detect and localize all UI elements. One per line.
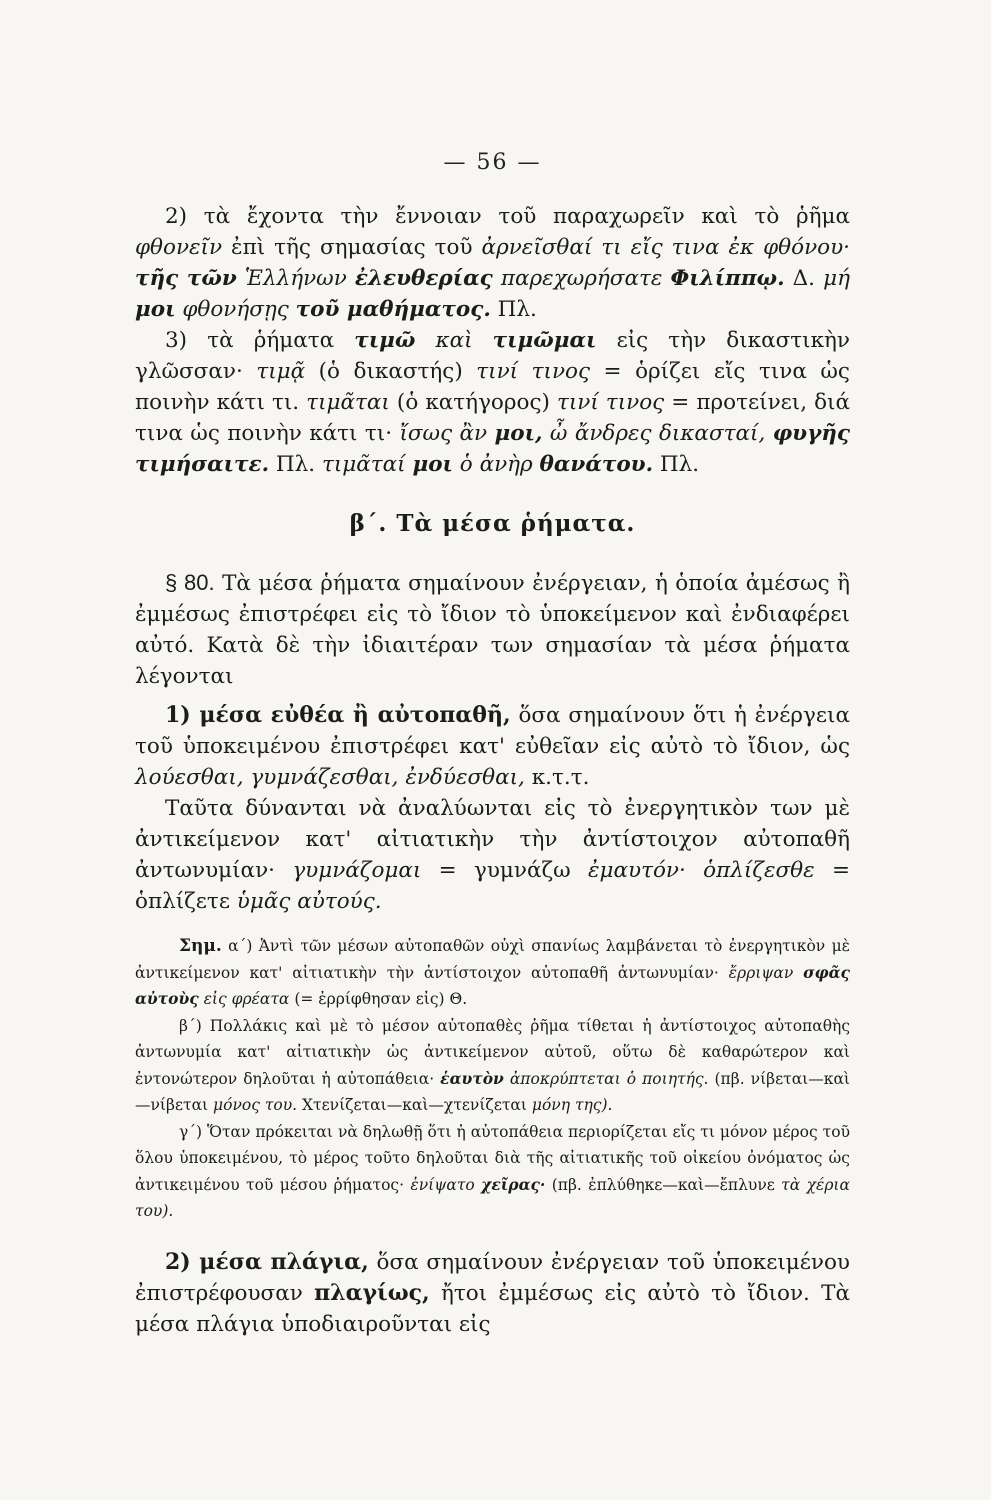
bold-run: ἐλευθερίας xyxy=(354,266,493,291)
text-run: Πλ. xyxy=(653,452,700,477)
text-run: ἤτοι ἐμμέσως εἰς αὐτὸ τὸ ἴδιον. Τὰ μέσα πλάγια ὑποδιαιροῦνται εἰς xyxy=(135,1280,850,1337)
italic-run: τὰ χέρια του). xyxy=(135,1175,850,1220)
bold-run: τιμῶμαι xyxy=(492,328,597,353)
text-run: Πλ. xyxy=(269,452,322,477)
italic-run: εἰς φρέατα xyxy=(203,990,290,1008)
section-1-paragraph xyxy=(135,700,850,793)
italic-run: ὦ ἄνδρες δικασταί, xyxy=(549,421,766,446)
bold-run: τοῦ μαθήματος. xyxy=(295,297,491,322)
italic-run: λούεσθαι, γυμνάζεσθαι, ἐνδύεσθαι, xyxy=(135,765,525,790)
text-run: 3) τὰ ῥήματα xyxy=(165,328,355,353)
text-run: = ὁρίζει εἴς τινα ὡς ποινὴν κάτι τι. xyxy=(135,359,850,415)
italic-run: ἀρνεῖσθαί τι εἴς τινα ἐκ φθόνου· xyxy=(481,235,850,260)
section-2-paragraph xyxy=(135,1247,850,1340)
italic-run: μόνη της). xyxy=(531,1096,613,1114)
text-run xyxy=(662,266,670,291)
italic-run: φθονήσῃς xyxy=(182,297,289,322)
section-1b-paragraph xyxy=(135,793,850,917)
italic-run: φθονεῖν xyxy=(135,235,223,260)
bold-run: πλαγίως, xyxy=(314,1279,430,1306)
paragraph-2 xyxy=(135,201,850,325)
italic-run: μόνος του. xyxy=(213,1096,298,1114)
italic-run: τινί τινος xyxy=(556,390,665,415)
text-run: ὅσα σημαίνουν ὅτι ἡ ἐνέργεια τοῦ ὑποκειμένου ἐπιστρέφει κατ' εὐθεῖαν εἰς αὐτὸ τὸ ἴδιον, ὡς xyxy=(135,703,850,759)
bold-run: χεῖρας· xyxy=(481,1174,546,1194)
italic-run: ἐνίψατο xyxy=(410,1175,475,1194)
italic-run: τιμᾶταί xyxy=(321,452,406,477)
page-number: — 56 — xyxy=(443,150,542,175)
italic-run: μή xyxy=(823,266,850,291)
text-run xyxy=(493,266,501,291)
text-run: (= ἐρρίφθησαν εἰς) Θ. xyxy=(289,990,468,1008)
text-run: α΄) Ἀντὶ τῶν μέσων αὐτοπαθῶν οὐχὶ σπανίως λαμβάνεται τὸ ἐνεργητικὸν μὲ ἀντικείμενον κατ' αἰτιατικὴν τὴν ἀντίστοιχον αὐτοπαθῆ ἀντωνυμίαν· xyxy=(135,937,850,982)
section-2-lead: 2) μέσα πλάγια, xyxy=(165,1248,369,1275)
paragraph-3 xyxy=(135,325,850,480)
text-run: Δ. xyxy=(784,266,824,291)
text-run: κ.τ.τ. xyxy=(524,765,590,790)
text-run: ἐπὶ τῆς σημασίας τοῦ xyxy=(222,235,482,260)
italic-run: ἐμαυτόν· xyxy=(587,858,686,883)
italic-run: ὁπλίζεσθε xyxy=(685,858,815,883)
bold-run: ἑαυτὸν xyxy=(440,1068,504,1088)
italic-run: ὁ ἀνὴρ xyxy=(459,452,533,477)
note-b xyxy=(135,1013,850,1119)
italic-run: ἀποκρύπτεται ὁ ποιητής. xyxy=(503,1069,709,1088)
text-run xyxy=(347,266,355,291)
text-run: β΄) Πολλάκις καὶ μὲ τὸ μέσον αὐτοπαθὲς ῥῆμα τίθεται ἡ ἀντίστοιχος αὐτοπαθὴς ἀντωνυμία κατ' αἰτιατικὴν ὡς ἀντικείμενον αὐτοῦ, οὕτω δὲ καθαρώτερον καὶ ἐντονώτερον δηλοῦται ἡ αὐτοπάθεια· xyxy=(135,1016,850,1088)
bold-run: τιμῶ xyxy=(354,328,416,353)
text-run: ὅσα σημαίνουν ἐνέργειαν τοῦ ὑποκειμένου ἐπιστρέφουσαν xyxy=(135,1249,850,1306)
text-run: = γυμνάζω xyxy=(421,858,588,883)
text-run: Πλ. xyxy=(490,297,537,322)
section-1-lead: 1) μέσα εὐθέα ἢ αὐτοπαθῆ, xyxy=(165,702,511,728)
text-run: εἰς τὴν δικαστικὴν γλῶσσαν· xyxy=(135,328,850,384)
italic-run: ἔρριψαν xyxy=(728,963,794,982)
note-block xyxy=(135,933,850,1225)
italic-run: ὑμᾶς αὐτούς. xyxy=(236,889,382,914)
italic-run: τινί τινος xyxy=(476,359,590,384)
text-run: 2) τὰ ἔχοντα τὴν ἔννοιαν τοῦ παραχωρεῖν καὶ τὸ ῥῆμα xyxy=(165,204,850,229)
italic-run: παρεχωρήσατε xyxy=(500,266,663,291)
text-run xyxy=(237,266,245,291)
bold-run: σφᾶς αὐτοὺς xyxy=(135,962,850,1008)
text-run: Χτενίζεται—καὶ—χτενίζεται xyxy=(297,1096,532,1114)
text-run: γ΄) Ὅταν πρόκειται νὰ δηλωθῇ ὅτι ἡ αὐτοπάθεια περιορίζεται εἴς τι μόνον μέρος τοῦ ὅλου ὑποκειμένου, τὸ μέρος τοῦτο δηλοῦται διὰ τῆς αἰτιατικῆς τοῦ οἰκείου ὀνόματος ὡς ἀντικειμένου τοῦ μέσου ῥήματος· xyxy=(135,1122,850,1194)
text-run: = ὁπλίζετε xyxy=(135,858,850,914)
text-run: (πβ. ἐπλύθηκε—καὶ—ἔπλυνε xyxy=(545,1175,782,1194)
italic-run: καὶ xyxy=(415,328,493,353)
bold-run: μοι, xyxy=(494,421,543,446)
text-run xyxy=(289,297,296,322)
bold-run: Φιλίππῳ. xyxy=(670,266,785,291)
bold-run: τῆς τῶν xyxy=(135,266,237,291)
bold-run: μοι xyxy=(135,297,176,322)
italic-run: τιμᾶται xyxy=(306,390,390,415)
bold-run: θανάτου. xyxy=(539,452,654,477)
text-run: = προτείνει, διά τινα ὡς ποινὴν κάτι τι· xyxy=(135,390,851,446)
note-label: Σημ. xyxy=(179,936,222,956)
bold-run: μοι xyxy=(412,452,453,477)
italic-run: γυμνάζομαι xyxy=(292,858,422,883)
document-page xyxy=(135,150,850,1340)
note-c xyxy=(135,1119,850,1225)
bold-run: φυγῆς τιμήσαιτε. xyxy=(135,421,851,477)
section-number: § 80. xyxy=(165,570,215,595)
text-run: Τὰ μέσα ῥήματα σημαίνουν ἐνέργειαν, ἡ ὁποία ἀμέσως ἢ ἐμμέσως ἐπιστρέφει εἰς τὸ ἴδιον τὸ ὑποκείμενον καὶ ἐνδιαφέρει αὐτό. Κατὰ δὲ τὴν ἰδιαιτέραν των σημασίαν τὰ μέσα ῥήματα λέγονται xyxy=(135,571,850,689)
italic-run: τιμᾷ xyxy=(256,359,306,384)
text-run: (ὁ κατήγορος) xyxy=(389,390,557,415)
text-run: Ταῦτα δύνανται νὰ ἀναλύωνται εἰς τὸ ἐνεργητικὸν των μὲ ἀντικείμενον κατ' αἰτιατικὴν τὴν ἀντίστοιχον αὐτοπαθῆ ἀντωνυμίαν· xyxy=(135,796,850,883)
section-80-paragraph xyxy=(135,567,850,692)
italic-run: ἴσως ἂν xyxy=(399,421,488,446)
text-run: (ὁ δικαστής) xyxy=(305,359,477,384)
italic-run: Ἑλλήνων xyxy=(244,266,347,291)
note-a xyxy=(135,933,850,1013)
section-heading: β΄. Τὰ μέσα ῥήματα. xyxy=(349,510,636,537)
text-run: (πβ. νίβεται—καὶ—νίβεται xyxy=(135,1069,850,1114)
